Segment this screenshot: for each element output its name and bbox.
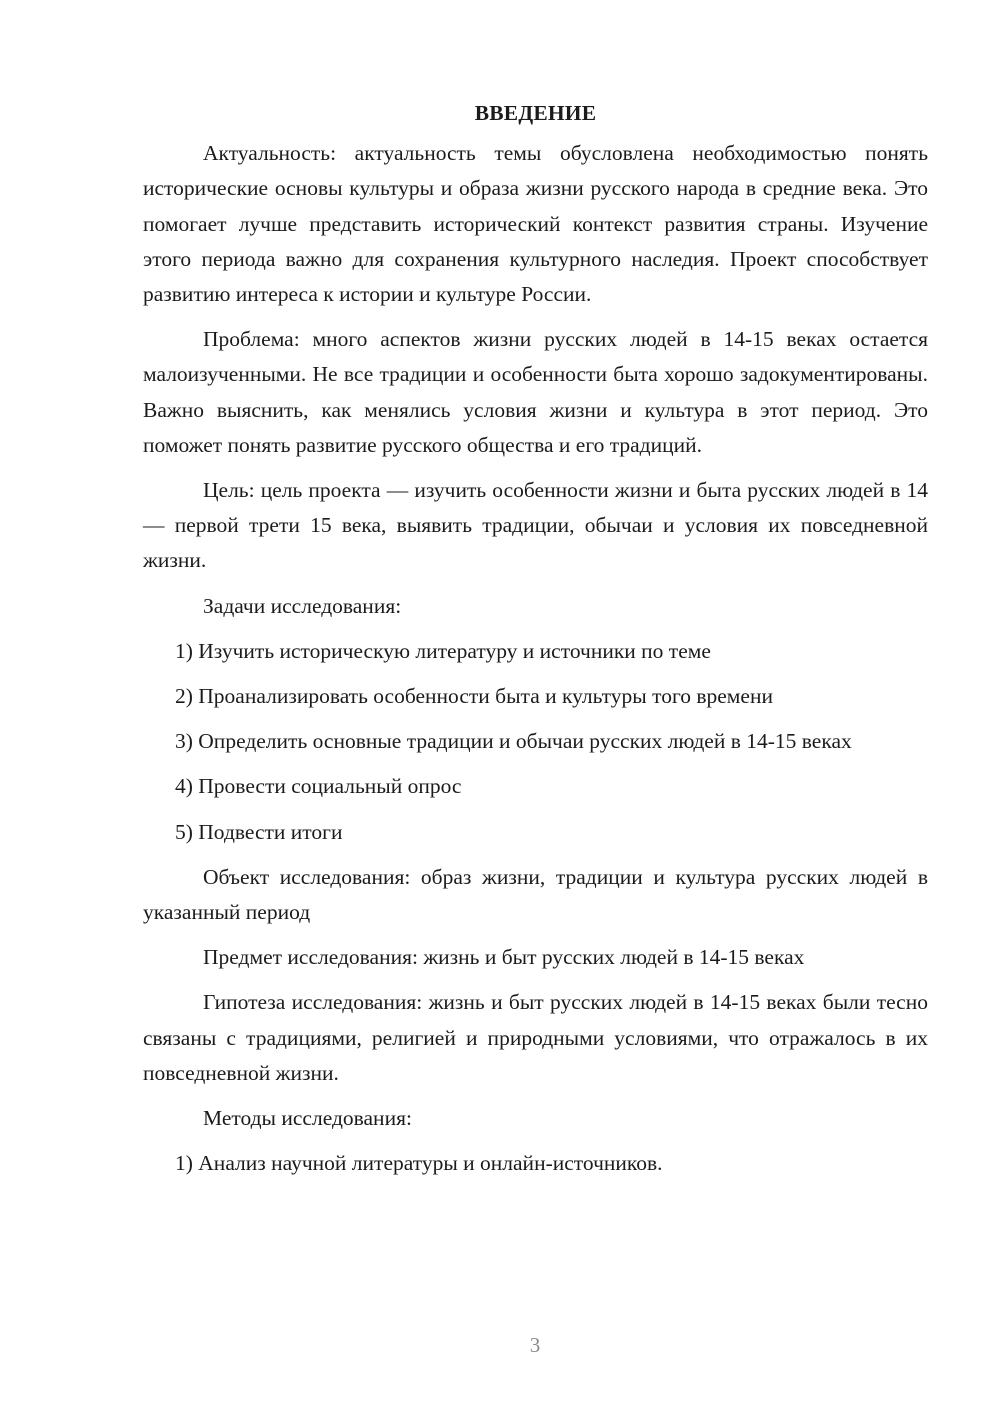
tasks-heading: Задачи исследования: bbox=[203, 593, 402, 618]
relevance-paragraph: Актуальность: актуальность темы обусловлена необходимостью понять исторические основы культуры и образа жизни русского народа в средние века. Это помогает лучше представить исторический контекст развития страны. Изучение этого периода важно для сохранения культурного наследия. Проект способствует развитию интереса к истории и культуре России. bbox=[143, 141, 928, 307]
goal-paragraph: Цель: цель проекта — изучить особенности жизни и быта русских людей в 14 — первой трети 15 века, выявить традиции, обычаи и условия их повседневной жизни. bbox=[143, 478, 928, 573]
task-item: 5) Подвести итоги bbox=[175, 819, 343, 844]
page-number: 3 bbox=[529, 1333, 541, 1357]
method-item: 1) Анализ научной литературы и онлайн-источников. bbox=[175, 1151, 663, 1176]
task-item: 3) Определить основные традиции и обычаи русских людей в 14-15 веках bbox=[175, 729, 852, 754]
methods-heading: Методы исследования: bbox=[203, 1106, 412, 1131]
hypothesis-paragraph: Гипотеза исследования: жизнь и быт русских людей в 14-15 веках были тесно связаны с традициями, религией и природными условиями, что отражалось в их повседневной жизни. bbox=[143, 990, 928, 1085]
section-heading: ВВЕДЕНИЕ bbox=[474, 101, 597, 125]
task-item: 4) Провести социальный опрос bbox=[175, 774, 462, 799]
task-item: 1) Изучить историческую литературу и источники по теме bbox=[175, 638, 711, 663]
task-item: 2) Проанализировать особенности быта и культуры того времени bbox=[175, 684, 773, 709]
page-content bbox=[143, 96, 928, 1191]
object-paragraph: Объект исследования: образ жизни, традиции и культура русских людей в указанный период bbox=[143, 864, 928, 925]
subject-paragraph: Предмет исследования: жизнь и быт русских людей в 14-15 веках bbox=[203, 945, 805, 970]
problem-paragraph: Проблема: много аспектов жизни русских людей в 14-15 веках остается малоизученными. Не все традиции и особенности быта хорошо задокументированы. Важно выяснить, как менялись условия жизни и культура в этот период. Это поможет понять развитие русского общества и его традиций. bbox=[143, 327, 928, 457]
